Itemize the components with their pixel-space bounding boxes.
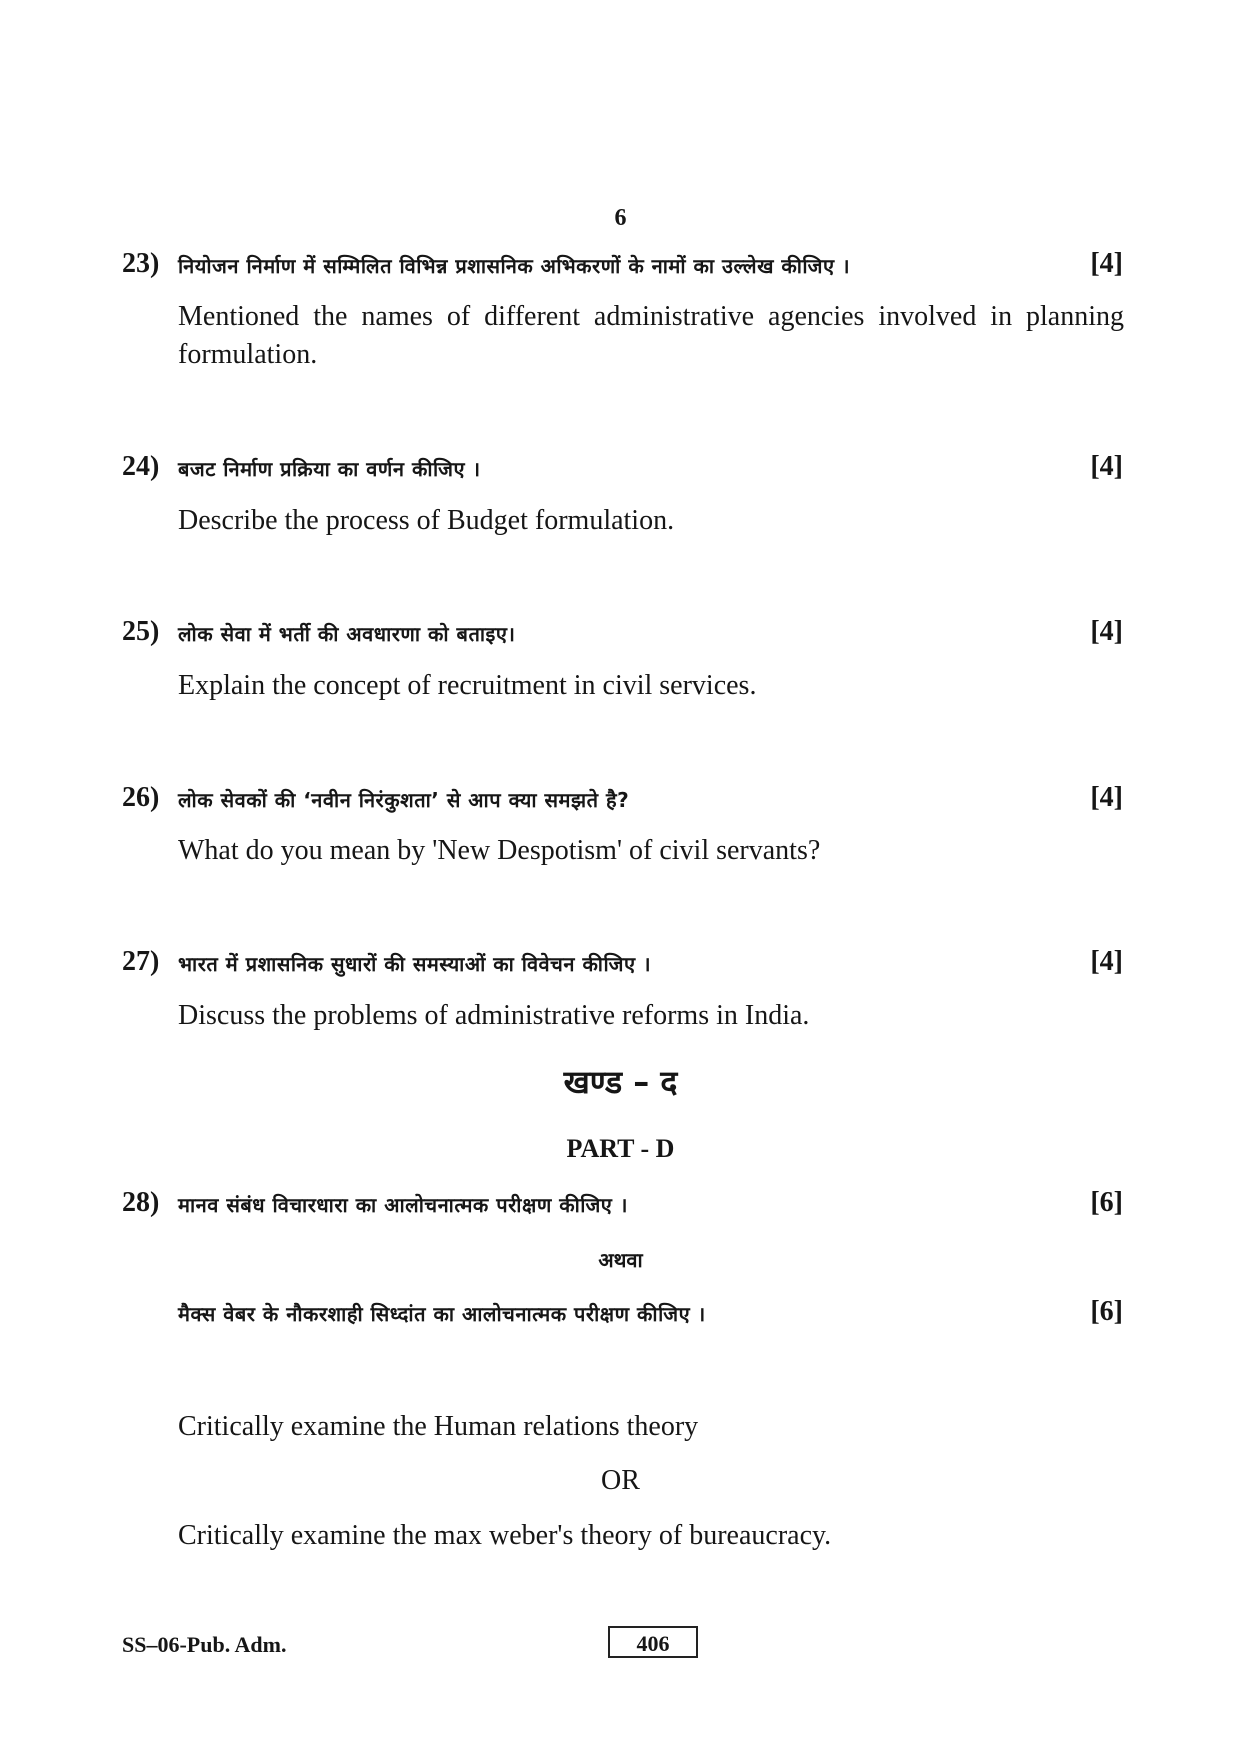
question-english: Explain the concept of recruitment in civil services. <box>178 670 757 701</box>
part-d-title: PART - D <box>566 1134 675 1163</box>
paper-code: SS–06-Pub. Adm. <box>122 1632 287 1657</box>
question-number: 28) <box>122 1187 160 1218</box>
question-english: What do you mean by 'New Despotism' of civil servants? <box>178 835 821 866</box>
question-number: 26) <box>122 782 160 813</box>
question-hindi: बजट निर्माण प्रक्रिया का वर्णन कीजिए । <box>178 457 481 481</box>
question-marks: [4] <box>1090 248 1123 279</box>
page-number: 6 <box>614 205 627 231</box>
question-english-alt: Critically examine the max weber's theory of bureaucracy. <box>178 1520 832 1551</box>
question-marks-alt: [6] <box>1090 1296 1123 1327</box>
question-number: 23) <box>122 248 160 279</box>
question-marks: [4] <box>1090 451 1123 482</box>
question-hindi: लोक सेवा में भर्ती की अवधारणा को बताइए। <box>178 622 516 646</box>
question-english: Discuss the problems of administrative reforms in India. <box>178 1000 810 1031</box>
question-hindi: मानव संबंध विचारधारा का आलोचनात्मक परीक्षण कीजिए । <box>178 1193 628 1217</box>
question-number: 24) <box>122 451 160 482</box>
question-hindi: नियोजन निर्माण में सम्मिलित विभिन्न प्रशासनिक अभिकरणों के नामों का उल्लेख कीजिए । <box>178 254 851 278</box>
question-number: 27) <box>122 946 160 977</box>
or-hindi: अथवा <box>598 1248 643 1272</box>
question-hindi: भारत में प्रशासनिक सुधारों की समस्याओं का विवेचन कीजिए । <box>178 952 652 976</box>
question-marks: [6] <box>1090 1187 1123 1218</box>
question-marks: [4] <box>1090 782 1123 813</box>
question-marks: [4] <box>1090 946 1123 977</box>
or-english: OR <box>601 1465 640 1496</box>
question-english: Describe the process of Budget formulation. <box>178 505 675 536</box>
question-english: Mentioned the names of different administrative agencies involved in planning formulation. <box>178 301 1124 370</box>
page-code-box: 406 <box>608 1626 698 1658</box>
question-hindi: लोक सेवकों की ‘नवीन निरंकुशता’ से आप क्या समझते है? <box>178 788 630 812</box>
question-number: 25) <box>122 616 160 647</box>
question-english: Critically examine the Human relations theory <box>178 1411 699 1442</box>
question-hindi-alt: मैक्स वेबर के नौकरशाही सिध्दांत का आलोचनात्मक परीक्षण कीजिए । <box>178 1302 706 1326</box>
part-d-hindi-title: खण्ड – द <box>563 1063 678 1101</box>
question-marks: [4] <box>1090 616 1123 647</box>
